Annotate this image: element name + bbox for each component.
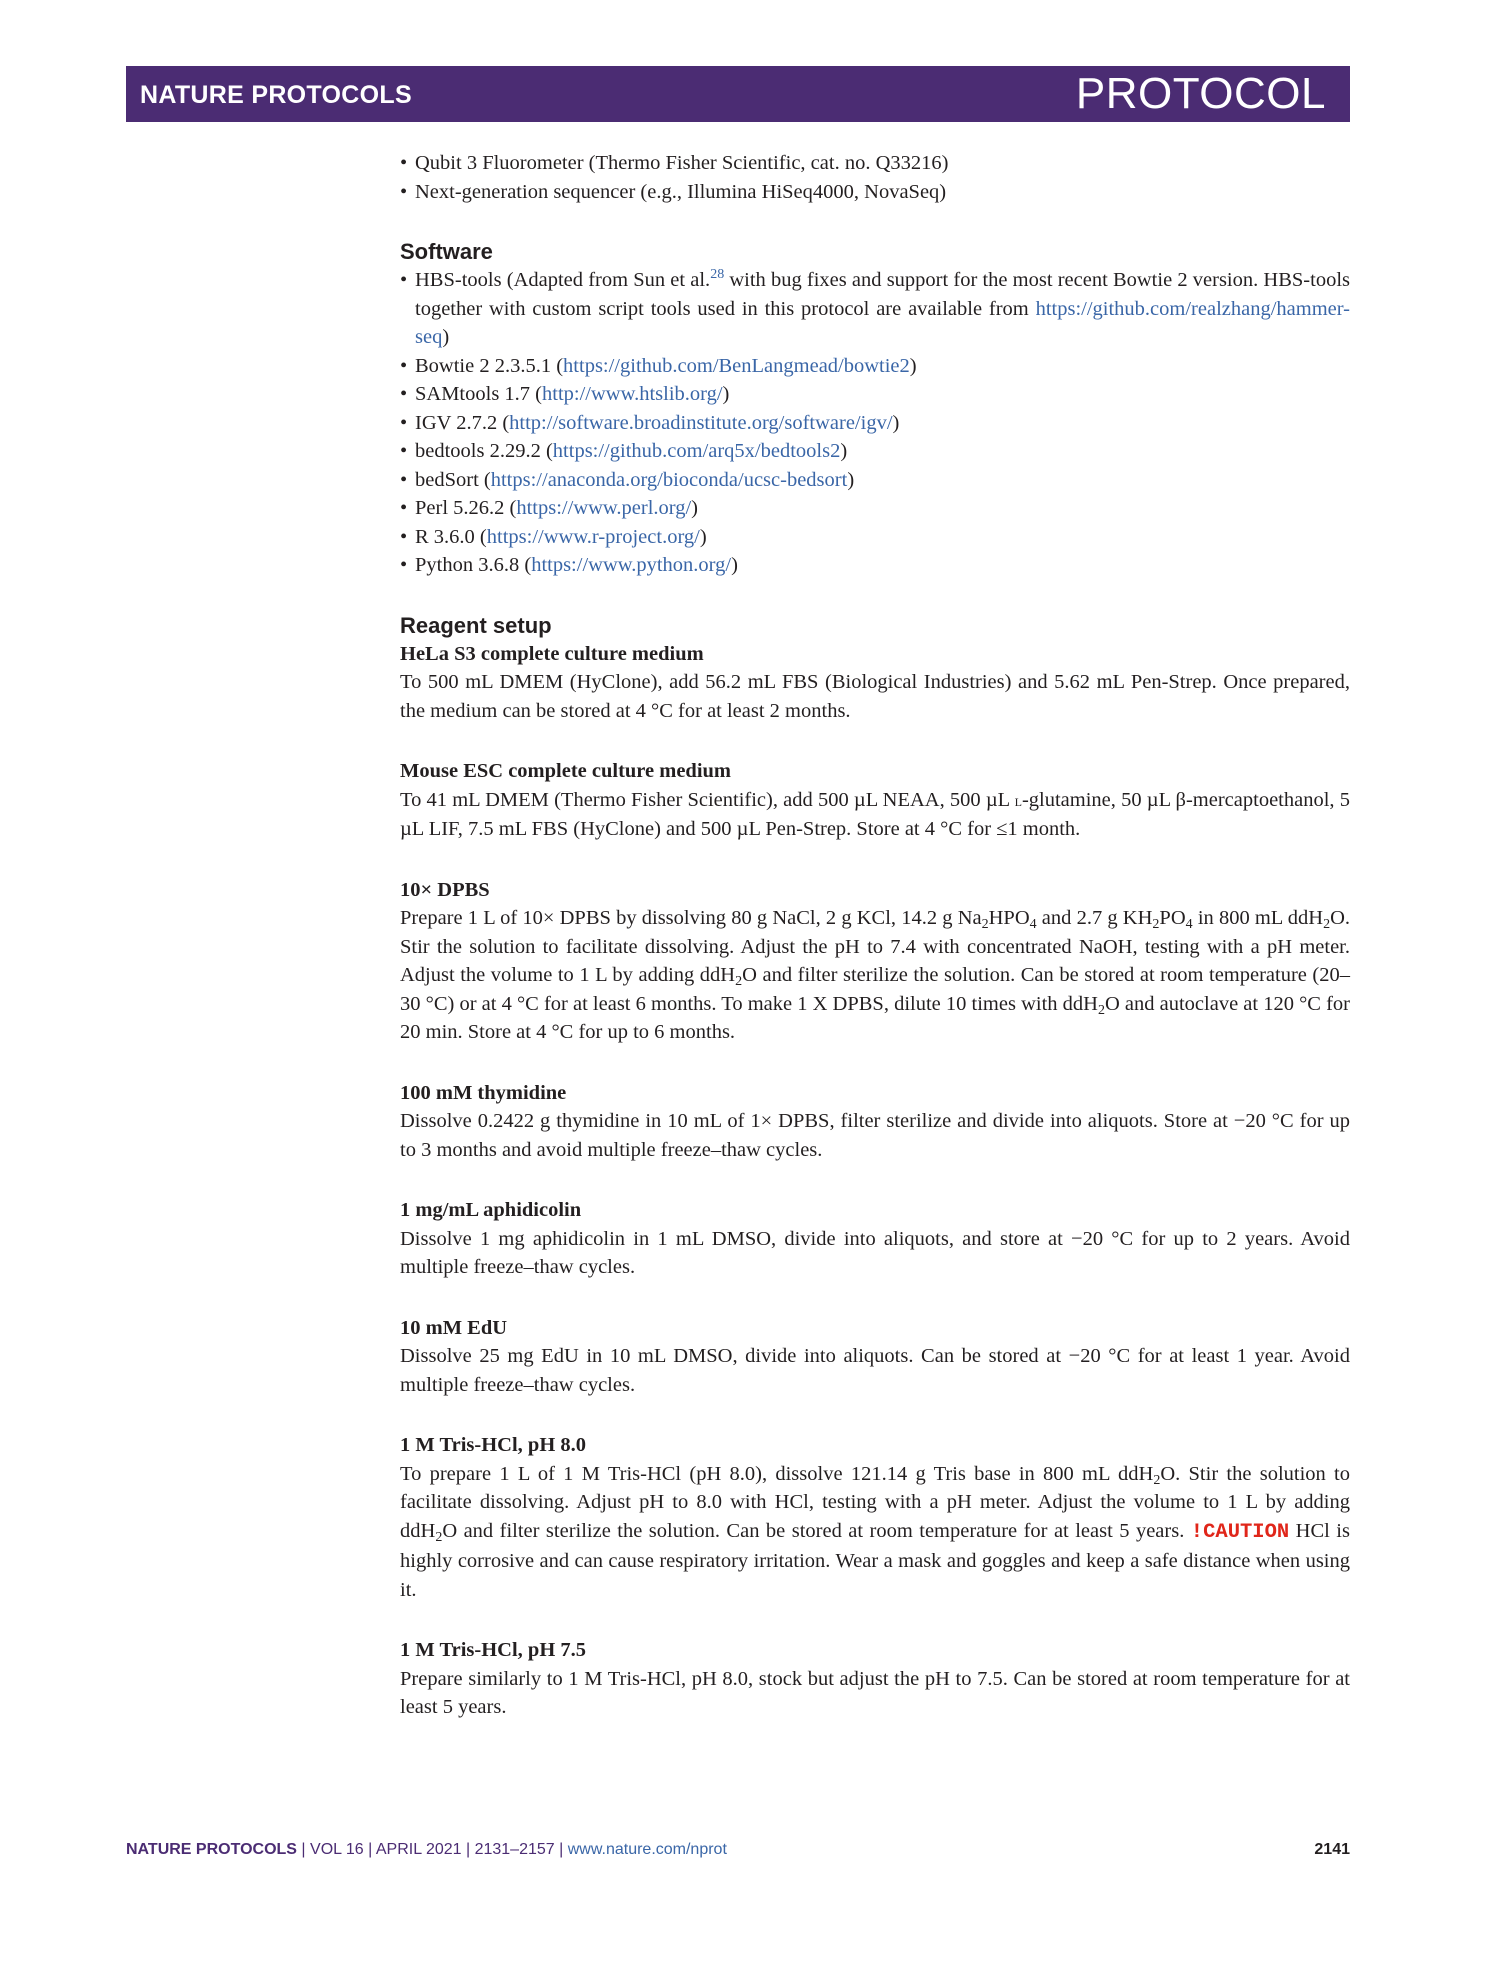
reagent-title: 100 mM thymidine: [400, 1081, 567, 1104]
reagent-thymidine: [400, 1079, 1350, 1165]
text: HBS-tools (Adapted from Sun et al.: [415, 269, 711, 291]
text: ): [691, 497, 698, 519]
caution-label: !CAUTION: [1190, 1520, 1290, 1544]
list-item: [400, 551, 1350, 580]
text: R 3.6.0 (: [415, 525, 487, 548]
list-item: [400, 466, 1350, 495]
text: ): [892, 411, 900, 434]
reagent-tris-75: [400, 1636, 1350, 1722]
subscript: 2: [1153, 1472, 1161, 1488]
reagent-text: [400, 786, 1350, 844]
list-item: [400, 409, 1350, 438]
reagent-hela: [400, 640, 1350, 726]
section-heading: Software: [400, 239, 493, 264]
subscript: 2: [1152, 917, 1160, 932]
page-footer: [126, 1841, 1350, 1859]
footer-url[interactable]: www.nature.com/nprot: [567, 1841, 727, 1858]
reagent-aphidicolin: [400, 1196, 1350, 1282]
subscript: 2: [1097, 1002, 1105, 1018]
list-item: [400, 266, 1350, 352]
reagent-edu: [400, 1314, 1350, 1400]
list-item: • Next-generation sequencer (e.g., Illumina HiSeq4000, NovaSeq): [400, 178, 1350, 207]
software-link[interactable]: https://github.com/BenLangmead/bowtie2: [563, 354, 910, 377]
text: with bug fixes and support for the most recent Bowtie 2 version. HBS-tools together with custom script tools used in this protocol are available from: [415, 269, 1350, 320]
text: O and filter sterilize the solution. Can be stored at room temperature for at least 5 years.: [442, 1519, 1191, 1542]
software-section: [400, 238, 1350, 580]
software-link[interactable]: https://anaconda.org/bioconda/ucsc-bedsort: [490, 468, 848, 491]
reagent-text: Dissolve 1 mg aphidicolin in 1 mL DMSO, divide into aliquots, and store at −20 °C for up to 2 years. Avoid multiple freeze–thaw cycles.: [400, 1227, 1350, 1278]
text: ): [840, 440, 848, 462]
software-link[interactable]: https://github.com/arq5x/bedtools2: [552, 440, 841, 462]
text: bedtools 2.29.2 (: [415, 440, 553, 462]
footer-citation: | VOL 16 | APRIL 2021 | 2131–2157 |: [296, 1841, 568, 1858]
text: Prepare 1 L of 10× DPBS by dissolving 80 g NaCl, 2 g KCl, 14.2 g Na: [400, 907, 982, 929]
text: ): [909, 354, 917, 377]
reagent-text: Prepare similarly to 1 M Tris-HCl, pH 8.0, stock but adjust the pH to 7.5. Can be stored at room temperature for at least 5 years.: [400, 1667, 1350, 1718]
list-item: [400, 523, 1350, 552]
text: Bowtie 2 2.3.5.1 (: [415, 354, 564, 377]
reference-link[interactable]: 28: [710, 267, 725, 283]
reagent-text: Dissolve 0.2422 g thymidine in 10 mL of 1× DPBS, filter sterilize and divide into aliquots. Store at −20 °C for up to 3 months and avoid multiple freeze–thaw cycles.: [400, 1110, 1350, 1161]
reagent-text: [400, 904, 1350, 1047]
software-link[interactable]: https://www.r-project.org/: [486, 525, 700, 548]
list-item: [400, 380, 1350, 409]
reagent-title: 1 mg/mL aphidicolin: [400, 1199, 582, 1221]
text: -glutamine, 50 µL β-mercaptoethanol, 5 µL LIF, 7.5 mL FBS (HyClone) and 500 µL Pen-Strep. Store at 4 °C for ≤1 month.: [400, 788, 1350, 840]
text: Python 3.6.8 (: [415, 554, 532, 576]
page-header: [126, 66, 1350, 122]
reagent-title: 1 M Tris-HCl, pH 8.0: [400, 1434, 587, 1456]
text: ): [847, 468, 855, 491]
list-item: [400, 352, 1350, 381]
software-link[interactable]: https://www.python.org/: [531, 554, 732, 576]
text: in 800 mL ddH: [1192, 907, 1324, 929]
reagent-title: 10 mM EdU: [400, 1316, 508, 1339]
text: To prepare 1 L of 1 M Tris-HCl (pH 8.0), dissolve 121.14 g Tris base in 800 mL ddH: [400, 1462, 1154, 1485]
text: and 2.7 g KH: [1036, 907, 1153, 929]
subscript: 2: [735, 974, 743, 989]
subscript: 2: [435, 1529, 443, 1545]
reagent-setup-section: [400, 612, 1350, 726]
list-item: • Qubit 3 Fluorometer (Thermo Fisher Scientific, cat. no. Q33216): [400, 149, 1350, 178]
list-item: [400, 494, 1350, 523]
subscript: 4: [1185, 917, 1193, 932]
text: ): [442, 326, 450, 348]
list-item: [400, 437, 1350, 466]
reagent-title: HeLa S3 complete culture medium: [400, 642, 704, 665]
text: Perl 5.26.2 (: [415, 497, 517, 519]
text: IGV 2.7.2 (: [415, 411, 510, 434]
subscript: 4: [1029, 917, 1037, 932]
software-link[interactable]: http://software.broadinstitute.org/software/igv/: [509, 411, 893, 434]
reagent-tris-80: [400, 1431, 1350, 1604]
reagent-mesc: [400, 757, 1350, 844]
text: To 41 mL DMEM (Thermo Fisher Scientific), add 500 µL NEAA, 500 µL: [400, 788, 1015, 811]
text: ): [731, 554, 738, 576]
software-link[interactable]: https://www.perl.org/: [516, 497, 692, 519]
footer-journal: NATURE PROTOCOLS: [126, 1841, 297, 1858]
article-type: PROTOCOL: [1075, 69, 1326, 118]
main-content: [400, 149, 1350, 1722]
subscript: 2: [1323, 917, 1331, 932]
reagent-title: 10× DPBS: [400, 878, 490, 901]
text: O. Stir the solution to facilitate dissolving. Adjust the pH to 7.4 with concentrated NaOH, testing with a pH meter. Adjust the volume to 1 L by adding ddH: [400, 907, 1350, 986]
reagent-title: Mouse ESC complete culture medium: [400, 760, 732, 782]
page-number: 2141: [1314, 1841, 1350, 1858]
github-link[interactable]: https://github.com/realzhang/hammer-seq: [415, 297, 1350, 348]
text: ): [699, 525, 707, 548]
reagent-text: [400, 1460, 1350, 1605]
text: O and autoclave at 120 °C for 20 min. Store at 4 °C for up to 6 months.: [400, 992, 1351, 1043]
text: HPO: [988, 907, 1030, 929]
reagent-text: Dissolve 25 mg EdU in 10 mL DMSO, divide into aliquots. Can be stored at −20 °C for at least 1 year. Avoid multiple freeze–thaw cycles.: [400, 1345, 1350, 1396]
software-list: [400, 266, 1350, 580]
reagent-dpbs: [400, 876, 1350, 1047]
text: HCl is highly corrosive and can cause respiratory irritation. Wear a mask and goggles and keep a safe distance when using it.: [400, 1519, 1350, 1601]
section-heading: Reagent setup: [400, 612, 552, 638]
reagent-text: To 500 mL DMEM (HyClone), add 56.2 mL FBS (Biological Industries) and 5.62 mL Pen-Strep. Once prepared, the medium can be stored at 4 °C for at least 2 months.: [400, 671, 1350, 722]
journal-name: NATURE PROTOCOLS: [140, 81, 412, 109]
text: SAMtools 1.7 (: [415, 383, 543, 405]
equipment-list: [400, 149, 1350, 206]
software-link[interactable]: http://www.htslib.org/: [542, 383, 723, 405]
text: O. Stir the solution to facilitate dissolving. Adjust pH to 8.0 with HCl, testing with a pH meter. Adjust the volume to 1 L by adding ddH: [400, 1462, 1350, 1542]
text: l: [1014, 790, 1022, 810]
text: PO: [1159, 907, 1186, 929]
reagent-title: 1 M Tris-HCl, pH 7.5: [400, 1639, 587, 1661]
subscript: 2: [981, 917, 989, 932]
text: bedSort (: [415, 468, 491, 491]
text: O and filter sterilize the solution. Can be stored at room temperature (20–30 °C) or at 4 °C for at least 6 months. To make 1 X DPBS, dilute 10 times with ddH: [400, 964, 1351, 1015]
text: ): [722, 383, 730, 405]
